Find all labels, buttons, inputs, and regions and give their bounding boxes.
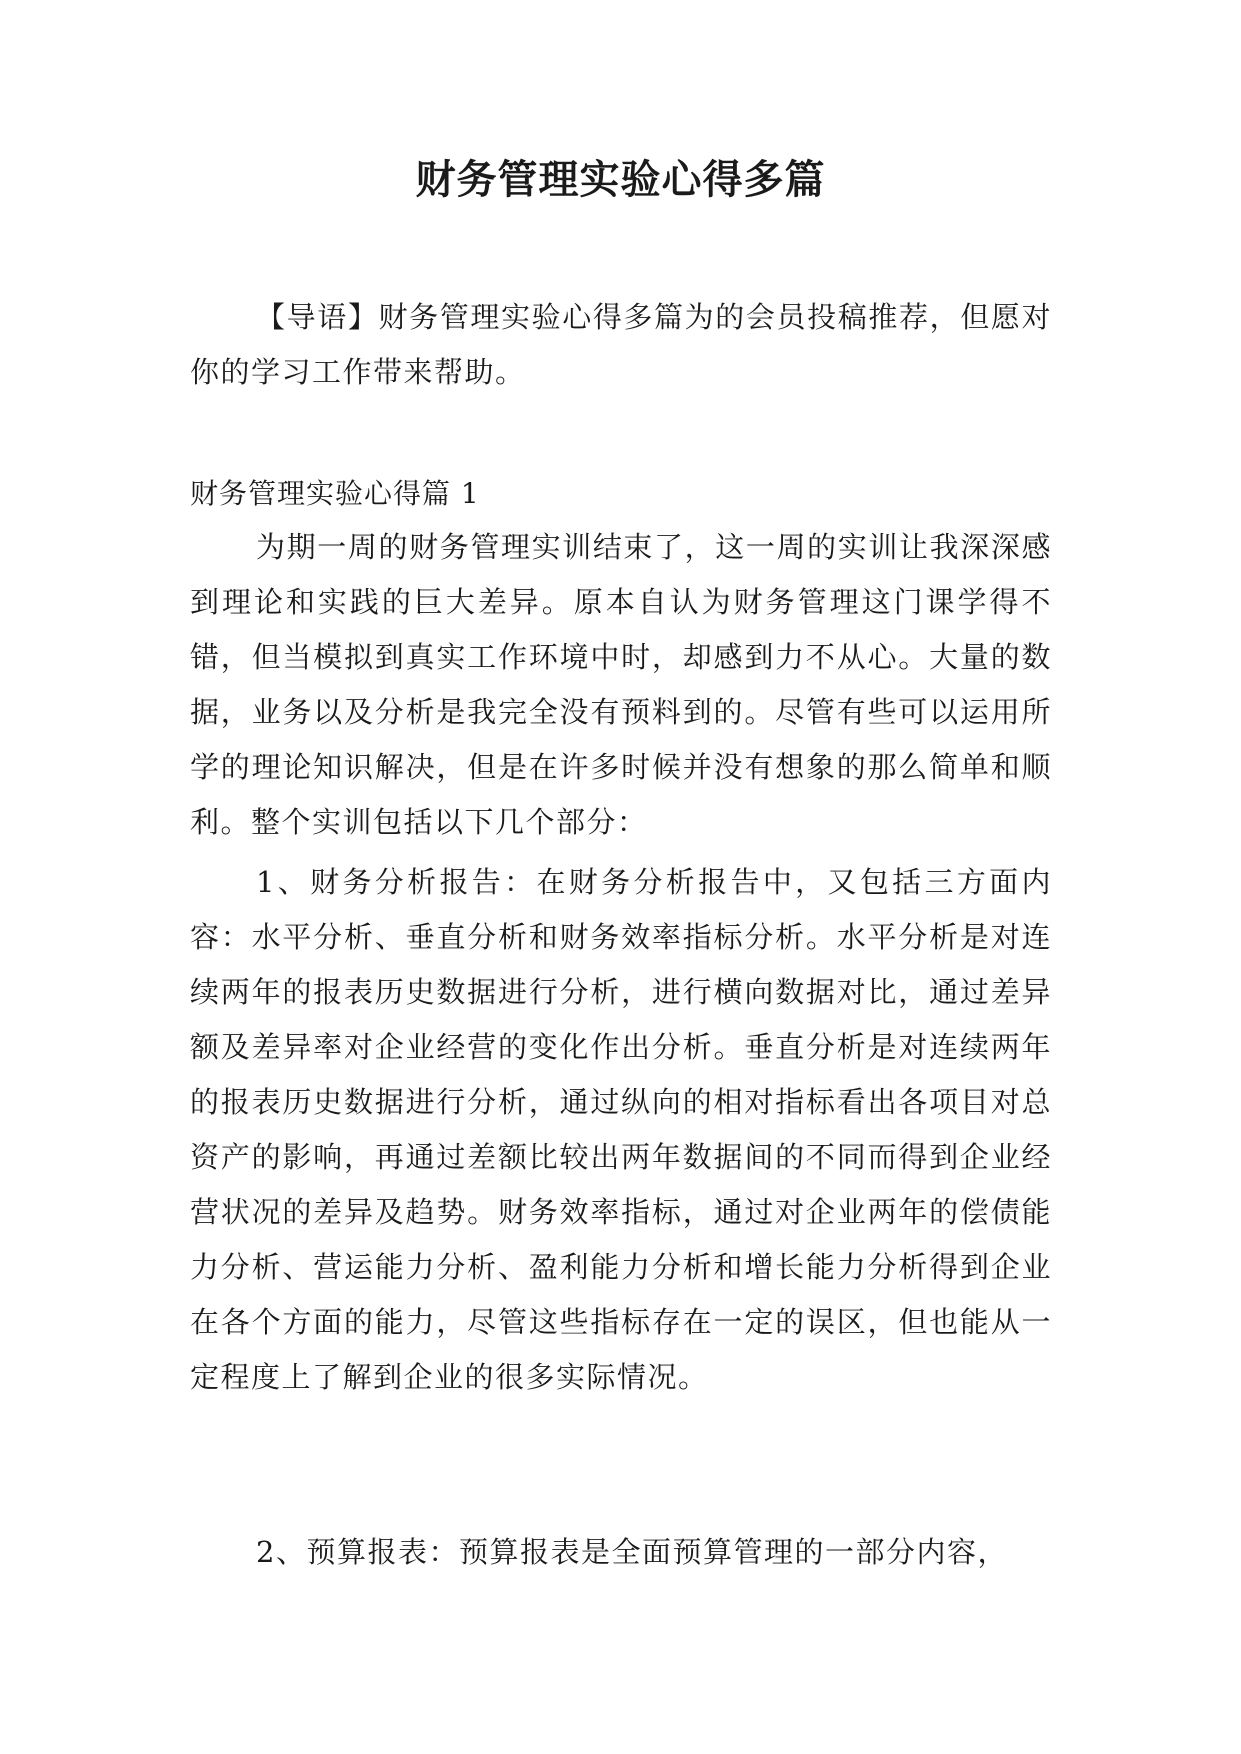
section-heading: 财务管理实验心得篇 1 (190, 477, 480, 510)
body-paragraph: 2、预算报表：预算报表是全面预算管理的一部分内容， (256, 1535, 1008, 1569)
document-title: 财务管理实验心得多篇 (415, 157, 826, 203)
intro-paragraph: 【导语】财务管理实验心得多篇为的会员投稿推荐，但愿对你的学习工作带来帮助。 (190, 300, 1052, 389)
body-paragraph: 1、财务分析报告：在财务分析报告中，又包括三方面内容：水平分析、垂直分析和财务效率指标分析。水平分析是对连续两年的报表历史数据进行分析，进行横向数据对比，通过差异额及差异率对企业经营的变化作出分析。垂直分析是对连续两年的报表历史数据进行分析，通过纵向的相对指标看出各项目对总资产的影响，再通过差额比较出两年数据间的不同而得到企业经营状况的差异及趋势。财务效率指标，通过对企业两年的偿债能力分析、营运能力分析、盈利能力分析和增长能力分析得到企业在各个方面的能力，尽管这些指标存在一定的误区，但也能从一定程度上了解到企业的很多实际情况。 (190, 865, 1052, 1394)
body-paragraph: 为期一周的财务管理实训结束了，这一周的实训让我深深感到理论和实践的巨大差异。原本自认为财务管理这门课学得不错，但当模拟到真实工作环境中时，却感到力不从心。大量的数据，业务以及分析是我完全没有预料到的。尽管有些可以运用所学的理论知识解决，但是在许多时候并没有想象的那么简单和顺利。整个实训包括以下几个部分： (190, 530, 1052, 839)
